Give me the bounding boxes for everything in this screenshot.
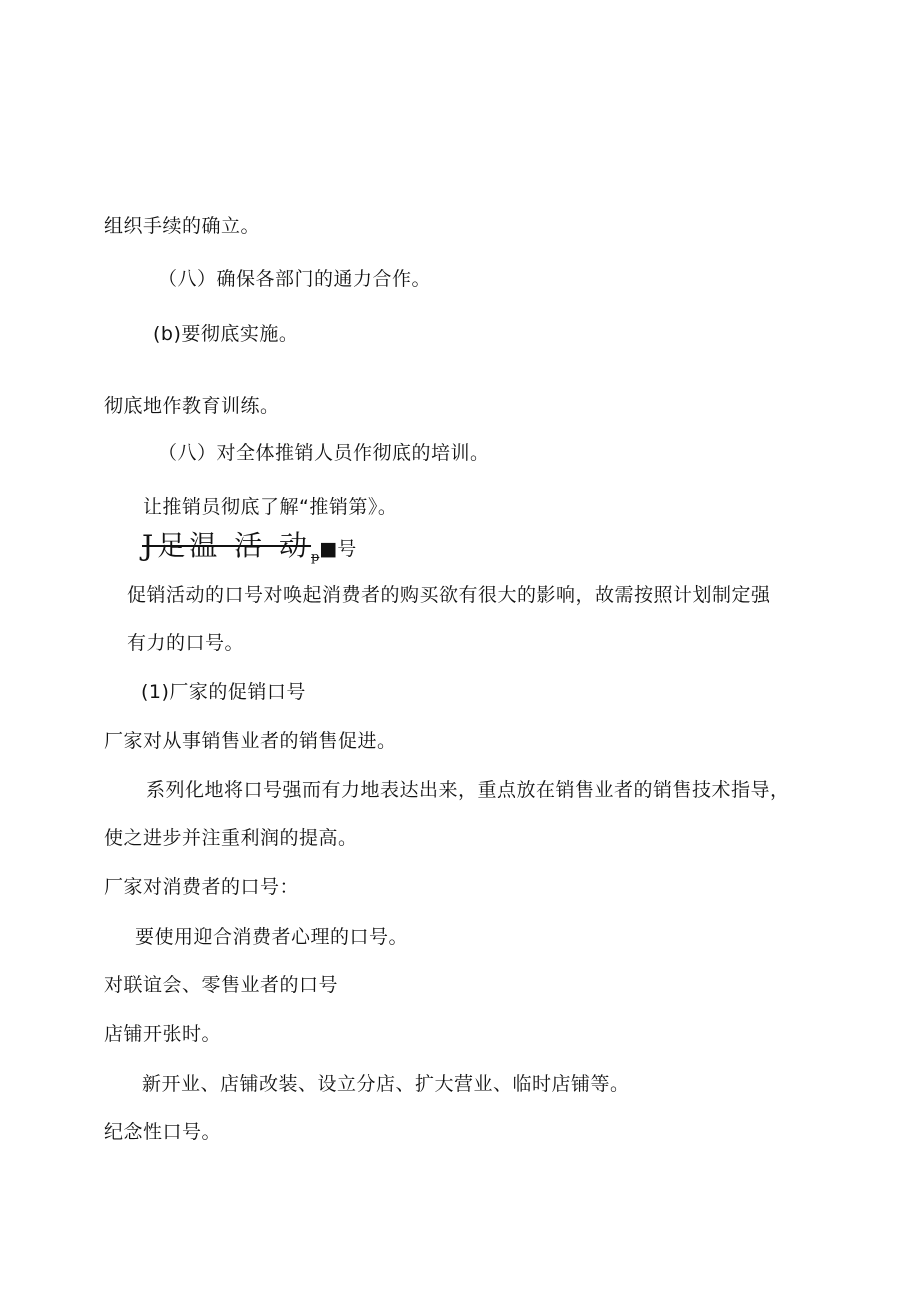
text-line: 纪念性口号。 — [104, 1121, 222, 1143]
text-line: （八）对全体推销人员作彻底的培训。 — [158, 442, 490, 464]
text-line: 厂家对消费者的口号： — [104, 876, 300, 898]
text-line: 系列化地将口号强而有力地表达出来，重点放在销售业者的销售技术指导， — [146, 779, 790, 801]
text-line: 促销活动的口号对唤起消费者的购买欲有很大的影响，故需按照计划制定强 — [127, 584, 771, 606]
text-line: 彻底地作教育训练。 — [104, 395, 280, 417]
text-line: 让推销员彻底了解“推销第》。 — [143, 496, 398, 518]
text-line: 使之进步并注重利润的提高。 — [104, 827, 358, 849]
section-heading — [142, 531, 356, 573]
text-line: (1)厂家的促销口号 — [141, 681, 306, 703]
text-line: 厂家对从事销售业者的销售促进。 — [104, 730, 397, 752]
text-line: 新开业、店铺改装、设立分店、扩大营业、临时店铺等。 — [142, 1073, 630, 1095]
text-line: 店铺开张时。 — [104, 1023, 222, 1045]
text-line: 有力的口号。 — [127, 632, 245, 654]
text-line: 组织手续的确立。 — [104, 215, 261, 237]
text-line: 对联谊会、零售业者的口号 — [104, 974, 339, 996]
heading-tail-text: ■号 — [319, 538, 357, 560]
text-line: （八）确保各部门的通力合作。 — [158, 268, 432, 290]
text-line: (b)要彻底实施。 — [153, 323, 299, 345]
heading-small-text: p — [311, 550, 320, 565]
text-line: 要使用迎合消费者心理的口号。 — [135, 926, 409, 948]
heading-struck-text: J足温 活 动 — [142, 529, 312, 562]
